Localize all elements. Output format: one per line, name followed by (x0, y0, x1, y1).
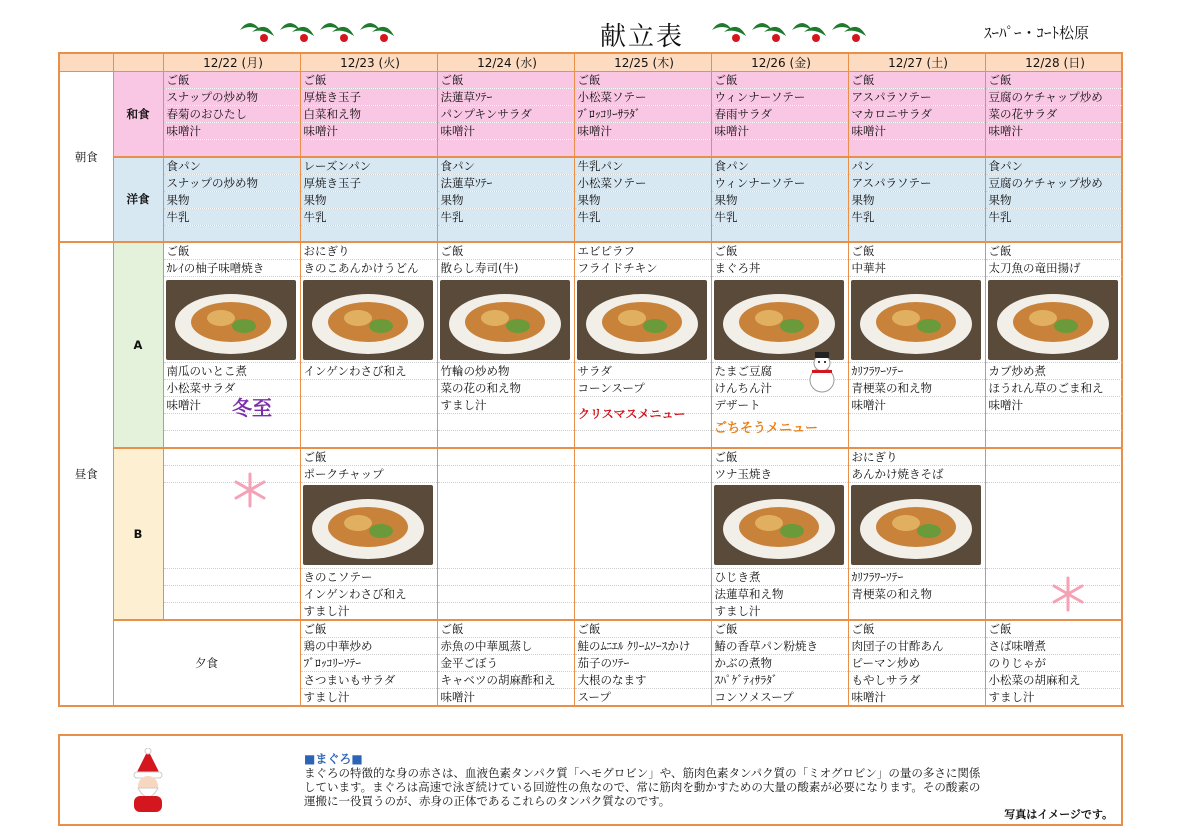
menu-item: ﾌﾞﾛｯｺﾘｰｻﾗﾀﾞ (574, 106, 711, 123)
menu-item (574, 225, 711, 242)
menu-item: 牛乳 (985, 208, 1122, 225)
menu-item (163, 568, 300, 585)
menu-item: ﾌﾞﾛｯｺﾘｰｿﾃｰ (300, 654, 437, 671)
menu-item: ご飯 (574, 620, 711, 638)
menu-item: ご飯 (300, 448, 437, 466)
menu-item: 牛乳 (711, 208, 848, 225)
meal-label-lunch: 昼食 (59, 242, 113, 706)
sub-label-lunch-a: A (113, 242, 163, 448)
photo-cell (574, 482, 711, 568)
snowflake-icon (226, 470, 274, 510)
date-header-row (59, 53, 1122, 72)
menu-item (163, 585, 300, 602)
chirashi-photo (440, 280, 570, 360)
menu-row (59, 242, 1122, 260)
menu-item: デザート (711, 397, 848, 414)
chuka-don-photo (851, 280, 981, 360)
menu-item: 牛乳 (437, 208, 574, 225)
menu-item (437, 414, 574, 431)
menu-item: 味噌汁 (437, 688, 574, 706)
menu-item: のりじゃが (985, 654, 1122, 671)
menu-item: ｶﾚｲの柚子味噌焼き (163, 260, 300, 277)
menu-item: ｶﾘﾌﾗﾜｰｿﾃｰ (848, 363, 985, 380)
menu-item: 鶏の中華炒め (300, 637, 437, 654)
photo-cell (300, 277, 437, 363)
menu-item: 食パン (711, 157, 848, 175)
menu-item: ご飯 (163, 242, 300, 260)
menu-row (59, 123, 1122, 140)
menu-item: 牛乳パン (574, 157, 711, 175)
menu-item: 牛乳 (300, 208, 437, 225)
menu-item: ｶﾘﾌﾗﾜｰｿﾃｰ (848, 568, 985, 585)
menu-table (58, 52, 1123, 707)
menu-item (300, 380, 437, 397)
gochiso-menu-stamp: ごちそうメニュー (714, 421, 819, 436)
menu-row (59, 140, 1122, 157)
menu-item: サラダ (574, 363, 711, 380)
menu-item (437, 602, 574, 620)
menu-row (59, 448, 1122, 466)
menu-item: 小松菜ソテー (574, 89, 711, 106)
note-heading: ■まぐろ■ (304, 752, 363, 766)
menu-item: すまし汁 (300, 688, 437, 706)
menu-item: 赤魚の中華風蒸し (437, 637, 574, 654)
menu-item: 味噌汁 (985, 397, 1122, 414)
menu-item: ご飯 (300, 620, 437, 638)
menu-row (59, 260, 1122, 277)
menu-item: 味噌汁 (848, 123, 985, 140)
menu-item: ひじき煮 (711, 568, 848, 585)
holly-decoration-right (710, 14, 870, 48)
menu-item: 食パン (985, 157, 1122, 175)
menu-item: 味噌汁 (163, 123, 300, 140)
menu-item: ご飯 (848, 242, 985, 260)
photo-cell (985, 277, 1122, 363)
menu-item: 味噌汁 (711, 123, 848, 140)
menu-row (59, 431, 1122, 448)
photo-cell (985, 482, 1122, 568)
menu-item: 豆腐のケチャップ炒め (985, 174, 1122, 191)
menu-item (300, 225, 437, 242)
menu-item: ご飯 (163, 72, 300, 89)
menu-item: 法蓮草和え物 (711, 585, 848, 602)
menu-row (59, 225, 1122, 242)
header-corner (113, 53, 163, 72)
menu-item (711, 225, 848, 242)
menu-item: ツナ玉焼き (711, 465, 848, 482)
menu-item (848, 431, 985, 448)
menu-item: 豆腐のケチャップ炒め (985, 89, 1122, 106)
note-body: まぐろの特徴的な身の赤さは、血液色素タンパク質「ヘモグロビン」や、筋肉色素タンパク質の「ミオグロビン」の量の多さに関係しています。まぐろは高速で泳ぎ続けている回遊性の魚なので、常に筋肉を動かすための大量の酸素が必要になります。その酸素の運搬に一役買うのが、赤身の正体であるこれらのタンパク質なのです。 (304, 766, 981, 808)
menu-item: 果物 (300, 191, 437, 208)
menu-item: ご飯 (300, 72, 437, 89)
sub-label-yoshoku: 洋食 (113, 157, 163, 243)
photo-cell (848, 482, 985, 568)
menu-row (59, 585, 1122, 602)
menu-item: ご飯 (437, 620, 574, 638)
menu-item: あんかけ焼きそば (848, 465, 985, 482)
menu-row (59, 568, 1122, 585)
menu-item: レーズンパン (300, 157, 437, 175)
menu-item: 味噌汁 (574, 123, 711, 140)
menu-item (985, 225, 1122, 242)
menu-item: おにぎり (300, 242, 437, 260)
facility-name: ｽｰﾊﾟｰ・ｺｰﾄ松原 (984, 24, 1090, 42)
menu-item: インゲンわさび和え (300, 363, 437, 380)
menu-item (985, 465, 1122, 482)
menu-item (437, 568, 574, 585)
menu-item (163, 448, 300, 466)
menu-item (985, 448, 1122, 466)
menu-item: 果物 (574, 191, 711, 208)
menu-item: 茄子のｿﾃｰ (574, 654, 711, 671)
menu-item: すまし汁 (300, 602, 437, 620)
menu-item: 厚焼き玉子 (300, 174, 437, 191)
menu-item: かぶの煮物 (711, 654, 848, 671)
nutrition-note-box (58, 734, 1123, 826)
menu-row (59, 602, 1122, 620)
menu-item: 肉団子の甘酢あん (848, 637, 985, 654)
menu-item: コーンスープ (574, 380, 711, 397)
photo-cell (711, 482, 848, 568)
menu-item (300, 431, 437, 448)
santa-icon (128, 748, 168, 814)
christmas-menu-stamp: クリスマスメニュー (578, 407, 686, 421)
menu-item: 南瓜のいとこ煮 (163, 363, 300, 380)
snowman-icon (806, 350, 838, 396)
date-header: 12/24 (水) (437, 53, 574, 72)
menu-item: まぐろ丼 (711, 260, 848, 277)
menu-row (59, 363, 1122, 380)
menu-item: 味噌汁 (848, 397, 985, 414)
menu-item: エビピラフ (574, 242, 711, 260)
menu-item (848, 602, 985, 620)
menu-item: ご飯 (711, 242, 848, 260)
menu-item: 散らし寿司(牛) (437, 260, 574, 277)
menu-row (59, 72, 1122, 89)
menu-item: 牛乳 (848, 208, 985, 225)
sub-label-washoku: 和食 (113, 72, 163, 157)
menu-item: 青梗菜の和え物 (848, 585, 985, 602)
menu-item: 法蓮草ｿﾃｰ (437, 174, 574, 191)
menu-item (985, 431, 1122, 448)
menu-item (574, 568, 711, 585)
menu-item: 味噌汁 (985, 123, 1122, 140)
menu-item (574, 448, 711, 466)
menu-item: ご飯 (985, 242, 1122, 260)
menu-row (59, 174, 1122, 191)
menu-item: たまご豆腐 (711, 363, 848, 380)
menu-item: 菜の花サラダ (985, 106, 1122, 123)
photo-cell (437, 277, 574, 363)
menu-row (59, 208, 1122, 225)
menu-item: 鰆の香草パン粉焼き (711, 637, 848, 654)
menu-row (59, 89, 1122, 106)
menu-item: スナップの炒め物 (163, 89, 300, 106)
menu-item (300, 140, 437, 157)
menu-item: ｽﾊﾟｹﾞﾃｨｻﾗﾀﾞ (711, 671, 848, 688)
menu-item: 小松菜の胡麻和え (985, 671, 1122, 688)
page-header (0, 0, 1180, 50)
menu-item: ほうれん草のごま和え (985, 380, 1122, 397)
menu-row (59, 380, 1122, 397)
menu-row (59, 157, 1122, 175)
menu-item: 厚焼き玉子 (300, 89, 437, 106)
menu-item: 太刀魚の竜田揚げ (985, 260, 1122, 277)
menu-item: ご飯 (711, 448, 848, 466)
menu-item: けんちん汁 (711, 380, 848, 397)
photo-cell (574, 277, 711, 363)
menu-item: キャベツの胡麻酢和え (437, 671, 574, 688)
menu-item: アスパラソテー (848, 174, 985, 191)
menu-item (574, 465, 711, 482)
menu-item: ご飯 (848, 620, 985, 638)
menu-item: 食パン (163, 157, 300, 175)
udon-photo (303, 280, 433, 360)
photo-cell (848, 277, 985, 363)
menu-item: ご飯 (985, 72, 1122, 89)
menu-item: マカロニサラダ (848, 106, 985, 123)
menu-item (985, 140, 1122, 157)
menu-item: 果物 (711, 191, 848, 208)
menu-item: ウィンナーソテー (711, 174, 848, 191)
menu-item: 中華丼 (848, 260, 985, 277)
tamagoyaki-photo (714, 485, 844, 565)
menu-item: ご飯 (848, 72, 985, 89)
menu-item: 牛乳 (163, 208, 300, 225)
sub-label-lunch-b: B (113, 448, 163, 620)
menu-item (300, 397, 437, 414)
menu-item: 味噌汁 (300, 123, 437, 140)
menu-item: 小松菜ソテー (574, 174, 711, 191)
photo-cell (163, 277, 300, 363)
date-header: 12/27 (土) (848, 53, 985, 72)
menu-item (437, 140, 574, 157)
menu-item: ご飯 (711, 72, 848, 89)
menu-item (163, 431, 300, 448)
menu-item (163, 225, 300, 242)
menu-item (437, 465, 574, 482)
menu-item: 鮭のﾑﾆｴﾙ ｸﾘｰﾑｿｰｽかけ (574, 637, 711, 654)
menu-item: ご飯 (437, 242, 574, 260)
menu-item (574, 585, 711, 602)
date-header: 12/22 (月) (163, 53, 300, 72)
page-title: 献立表 (600, 22, 685, 52)
menu-item (163, 602, 300, 620)
menu-item: さつまいもサラダ (300, 671, 437, 688)
menu-item: おにぎり (848, 448, 985, 466)
menu-item: 果物 (163, 191, 300, 208)
menu-item: きのこソテー (300, 568, 437, 585)
menu-item: スナップの炒め物 (163, 174, 300, 191)
menu-item: 青梗菜の和え物 (848, 380, 985, 397)
pork-chop-photo (303, 485, 433, 565)
menu-item: 金平ごぼう (437, 654, 574, 671)
menu-item: 法蓮草ｿﾃｰ (437, 89, 574, 106)
menu-item: ご飯 (574, 72, 711, 89)
menu-item: 竹輪の炒め物 (437, 363, 574, 380)
grilled-fish-photo (166, 280, 296, 360)
menu-item: 春雨サラダ (711, 106, 848, 123)
menu-item (848, 225, 985, 242)
ankake-yakisoba-photo (851, 485, 981, 565)
meal-label-breakfast: 朝食 (59, 72, 113, 243)
date-header: 12/26 (金) (711, 53, 848, 72)
menu-item (437, 585, 574, 602)
menu-item: ピーマン炒め (848, 654, 985, 671)
menu-row (59, 620, 1122, 638)
menu-row (59, 106, 1122, 123)
menu-item: 菜の花の和え物 (437, 380, 574, 397)
menu-item: さば味噌煮 (985, 637, 1122, 654)
menu-item: きのこあんかけうどん (300, 260, 437, 277)
menu-item: フライドチキン (574, 260, 711, 277)
menu-item: すまし汁 (711, 602, 848, 620)
menu-item (437, 448, 574, 466)
menu-item: スープ (574, 688, 711, 706)
menu-item (574, 140, 711, 157)
menu-row (59, 465, 1122, 482)
menu-item: 大根のなます (574, 671, 711, 688)
menu-item (437, 431, 574, 448)
tuna-bowl-photo (714, 280, 844, 360)
photo-disclaimer: 写真はイメージです。 (1004, 808, 1113, 821)
menu-item (848, 414, 985, 431)
menu-item: アスパラソテー (848, 89, 985, 106)
menu-item: 味噌汁 (848, 688, 985, 706)
menu-item (300, 414, 437, 431)
menu-item: インゲンわさび和え (300, 585, 437, 602)
photo-row (59, 482, 1122, 568)
menu-item: パンプキンサラダ (437, 106, 574, 123)
photo-row (59, 277, 1122, 363)
menu-item: 味噌汁 (437, 123, 574, 140)
menu-item (574, 431, 711, 448)
menu-item: 牛乳 (574, 208, 711, 225)
snowflake-icon (1044, 574, 1092, 614)
date-header: 12/28 (日) (985, 53, 1122, 72)
menu-item: 味噌汁 (163, 397, 300, 414)
menu-item: 白菜和え物 (300, 106, 437, 123)
fried-chicken-photo (577, 280, 707, 360)
menu-item: 果物 (985, 191, 1122, 208)
photo-cell (300, 482, 437, 568)
menu-item (711, 140, 848, 157)
menu-item: 果物 (848, 191, 985, 208)
holly-decoration-left (238, 14, 398, 48)
date-header: 12/25 (木) (574, 53, 711, 72)
menu-item: ウィンナーソテー (711, 89, 848, 106)
menu-item: カブ炒め煮 (985, 363, 1122, 380)
menu-item: 食パン (437, 157, 574, 175)
tatsuta-age-photo (988, 280, 1118, 360)
menu-item (574, 602, 711, 620)
menu-item: 小松菜サラダ (163, 380, 300, 397)
menu-item: ご飯 (437, 72, 574, 89)
menu-item: 春菊のおひたし (163, 106, 300, 123)
toji-stamp: 冬至 (232, 396, 272, 420)
menu-item: ポークチャップ (300, 465, 437, 482)
menu-item (437, 225, 574, 242)
meal-label-dinner: 夕食 (113, 620, 300, 706)
menu-item: ご飯 (711, 620, 848, 638)
menu-item: すまし汁 (985, 688, 1122, 706)
header-corner (59, 53, 113, 72)
menu-item: すまし汁 (437, 397, 574, 414)
menu-item: パン (848, 157, 985, 175)
menu-item (163, 140, 300, 157)
menu-item: ご飯 (985, 620, 1122, 638)
photo-cell (437, 482, 574, 568)
menu-item: コンソメスープ (711, 688, 848, 706)
menu-row (59, 191, 1122, 208)
menu-item: 果物 (437, 191, 574, 208)
date-header: 12/23 (火) (300, 53, 437, 72)
menu-item (985, 414, 1122, 431)
menu-item (848, 140, 985, 157)
menu-item: もやしサラダ (848, 671, 985, 688)
